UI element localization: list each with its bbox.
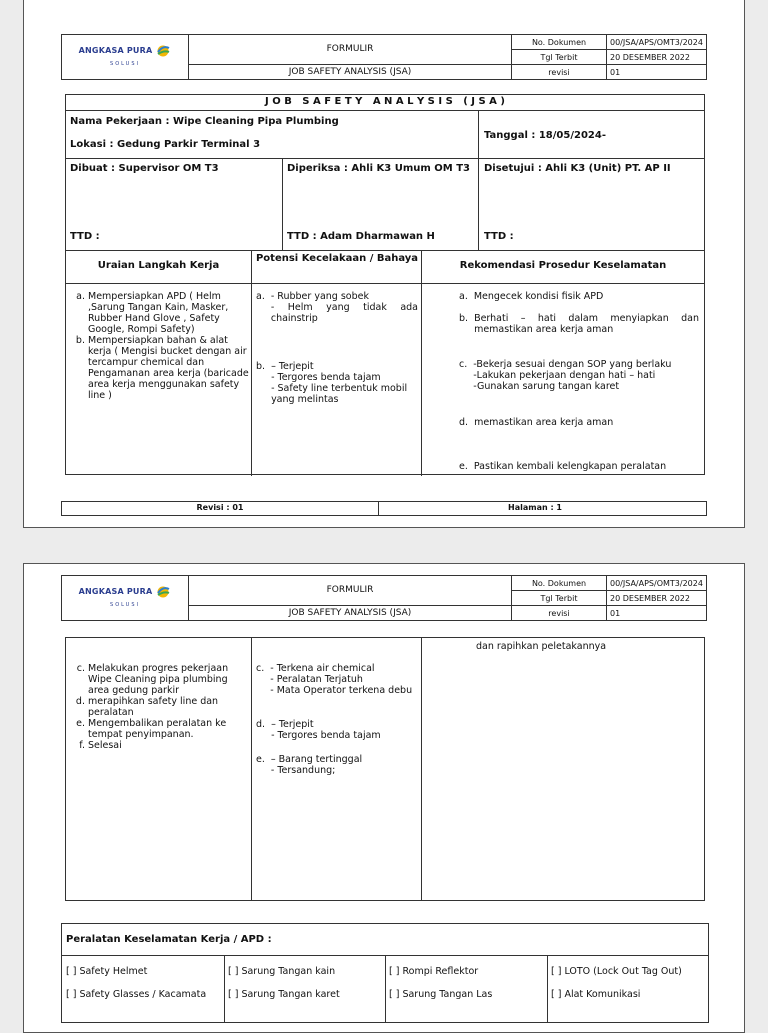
step-item: a. Mempersiapkan APD ( Helm ,Sarung Tangan Kain, Masker, Rubber Hand Glove , Safety Google, Rompi Safety) bbox=[88, 291, 249, 335]
apd-section bbox=[61, 923, 709, 1023]
revisi-value: 01 bbox=[607, 65, 707, 80]
footer-revisi: Revisi : 01 bbox=[196, 503, 244, 512]
no-dokumen-label: No. Dokumen bbox=[512, 35, 607, 50]
tgl-terbit-value: 20 DESEMBER 2022 bbox=[607, 591, 707, 606]
tanggal: Tanggal : 18/05/2024- bbox=[484, 130, 606, 141]
rec-d: d. memastikan area kerja aman bbox=[459, 417, 614, 428]
step-item: f. Selesai bbox=[88, 740, 249, 751]
ttd-disetujui: TTD : bbox=[484, 231, 514, 242]
no-dokumen-value: 00/JSA/APS/OMT3/2024 bbox=[607, 576, 707, 591]
rec-continued: dan rapihkan peletakannya bbox=[476, 641, 607, 652]
apd-alat-komunikasi-checkbox[interactable]: [ ] Alat Komunikasi bbox=[551, 989, 641, 1000]
ttd-dibuat: TTD : bbox=[70, 231, 100, 242]
dibuat: Dibuat : Supervisor OM T3 bbox=[70, 163, 219, 174]
document-header bbox=[61, 34, 707, 80]
jsa-table-continued bbox=[65, 637, 705, 901]
rec-a: a. Mengecek kondisi fisik APD bbox=[459, 291, 604, 302]
step-item: b. Mempersiapkan bahan & alat kerja ( Mengisi bucket dengan air tercampur chemical dan Pengamanan area kerja (baricade area kerja menggunakan safety line ) bbox=[88, 335, 249, 401]
hazard-d: d. – Terjepit - Tergores benda tajam bbox=[256, 719, 381, 741]
steps-list bbox=[66, 291, 249, 401]
nama-pekerjaan: Nama Pekerjaan : Wipe Cleaning Pipa Plumbing bbox=[70, 116, 339, 127]
tgl-terbit-value: 20 DESEMBER 2022 bbox=[607, 50, 707, 65]
formulir-label: FORMULIR bbox=[189, 576, 512, 606]
col-header-langkah: Uraian Langkah Kerja bbox=[97, 260, 220, 271]
jsa-table bbox=[65, 94, 705, 475]
apd-sarung-tangan-kain-checkbox[interactable]: [ ] Sarung Tangan kain bbox=[228, 966, 336, 977]
hazard-e: e. – Barang tertinggal - Tersandung; bbox=[256, 754, 363, 776]
doc-title: JOB SAFETY ANALYSIS (JSA) bbox=[189, 65, 512, 80]
rec-c: c. -Bekerja sesuai dengan SOP yang berlaku -Lakukan pekerjaan dengan hati – hati -Gunakan sarung tangan karet bbox=[459, 359, 672, 392]
footer-halaman: Halaman : 1 bbox=[508, 503, 562, 512]
no-dokumen-label: No. Dokumen bbox=[512, 576, 607, 591]
apd-sarung-tangan-karet-checkbox[interactable]: [ ] Sarung Tangan karet bbox=[228, 989, 340, 1000]
company-logo: ANGKASA PURA SOLUSI bbox=[62, 35, 189, 80]
tgl-terbit-label: Tgl Terbit bbox=[512, 591, 607, 606]
hazard-b: b. – Terjepit - Tergores benda tajam - Safety line terbentuk mobil yang melintas bbox=[256, 361, 408, 405]
step-item: d. merapihkan safety line dan peralatan bbox=[88, 696, 249, 718]
step-item: e. Mengembalikan peralatan ke tempat penyimpanan. bbox=[88, 718, 249, 740]
revisi-value: 01 bbox=[607, 606, 707, 621]
diperiksa: Diperiksa : Ahli K3 Umum OM T3 bbox=[287, 163, 470, 174]
doc-title: JOB SAFETY ANALYSIS (JSA) bbox=[189, 606, 512, 621]
company-logo: ANGKASA PURA SOLUSI bbox=[62, 576, 189, 621]
disetujui: Disetujui : Ahli K3 (Unit) PT. AP II bbox=[484, 163, 671, 174]
apd-safety-glasses-checkbox[interactable]: [ ] Safety Glasses / Kacamata bbox=[66, 989, 207, 1000]
apd-title: Peralatan Keselamatan Kerja / APD : bbox=[66, 934, 272, 945]
apd-rompi-reflektor-checkbox[interactable]: [ ] Rompi Reflektor bbox=[389, 966, 479, 977]
col-header-bahaya: Potensi Kecelakaan / Bahaya bbox=[255, 253, 419, 264]
document-page-2 bbox=[23, 563, 745, 1033]
no-dokumen-value: 00/JSA/APS/OMT3/2024 bbox=[607, 35, 707, 50]
jsa-title: J O B S A F E T Y A N A L Y S I S ( J S A ) bbox=[265, 96, 505, 107]
hazard-a: a. - Rubber yang sobek - Helm yang tidak ada chainstrip bbox=[256, 291, 418, 324]
revisi-label: revisi bbox=[512, 606, 607, 621]
col-header-rekomendasi: Rekomendasi Prosedur Keselamatan bbox=[459, 260, 667, 271]
hazard-c: c. - Terkena air chemical - Peralatan Terjatuh - Mata Operator terkena debu bbox=[256, 663, 413, 696]
steps-list bbox=[66, 663, 249, 751]
apd-sarung-tangan-las-checkbox[interactable]: [ ] Sarung Tangan Las bbox=[389, 989, 493, 1000]
formulir-label: FORMULIR bbox=[189, 35, 512, 65]
rec-e: e. Pastikan kembali kelengkapan peralatan bbox=[459, 461, 667, 472]
apd-safety-helmet-checkbox[interactable]: [ ] Safety Helmet bbox=[66, 966, 148, 977]
ttd-diperiksa: TTD : Adam Dharmawan H bbox=[287, 231, 435, 242]
tgl-terbit-label: Tgl Terbit bbox=[512, 50, 607, 65]
step-item: c. Melakukan progres pekerjaan Wipe Cleaning pipa plumbing area gedung parkir bbox=[88, 663, 249, 696]
logo-emblem-icon bbox=[155, 585, 171, 599]
logo-emblem-icon bbox=[155, 44, 171, 58]
lokasi: Lokasi : Gedung Parkir Terminal 3 bbox=[70, 139, 261, 150]
document-header bbox=[61, 575, 707, 621]
rec-b: b. Berhati – hati dalam menyiapkan dan memastikan area kerja aman bbox=[459, 313, 699, 335]
apd-loto-checkbox[interactable]: [ ] LOTO (Lock Out Tag Out) bbox=[551, 966, 682, 977]
page-footer bbox=[61, 501, 707, 516]
document-page-1 bbox=[23, 0, 745, 528]
revisi-label: revisi bbox=[512, 65, 607, 80]
